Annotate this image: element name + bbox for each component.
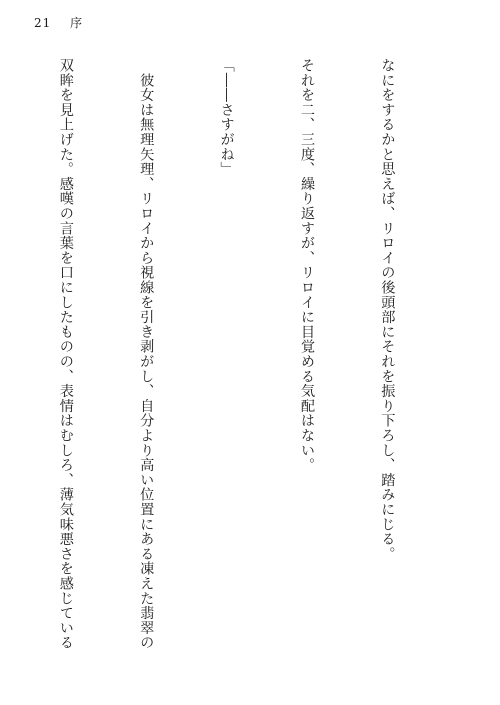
page-number: 21 — [34, 16, 52, 30]
text-line: なにをするかと思えば、リロイの後頭部にそれを振り下ろし、踏みにじる。 — [379, 58, 396, 562]
text-line: それを二、三度、繰り返すが、リロイに目覚める気配はない。 — [299, 58, 316, 473]
text-line: 「――さすがね」 — [218, 58, 235, 177]
body-text — [0, 58, 454, 678]
chapter-title: 序 — [70, 16, 84, 30]
page-header — [34, 14, 83, 31]
text-line: 彼女は無理矢理、リロイから視線を引き剥がし、自分より高い位置にある凍えた翡翠の — [138, 58, 155, 650]
text-line: 双眸を見上げた。感嘆の言葉を口にしたものの、表情はむしろ、薄気味悪さを感じている — [57, 58, 74, 650]
